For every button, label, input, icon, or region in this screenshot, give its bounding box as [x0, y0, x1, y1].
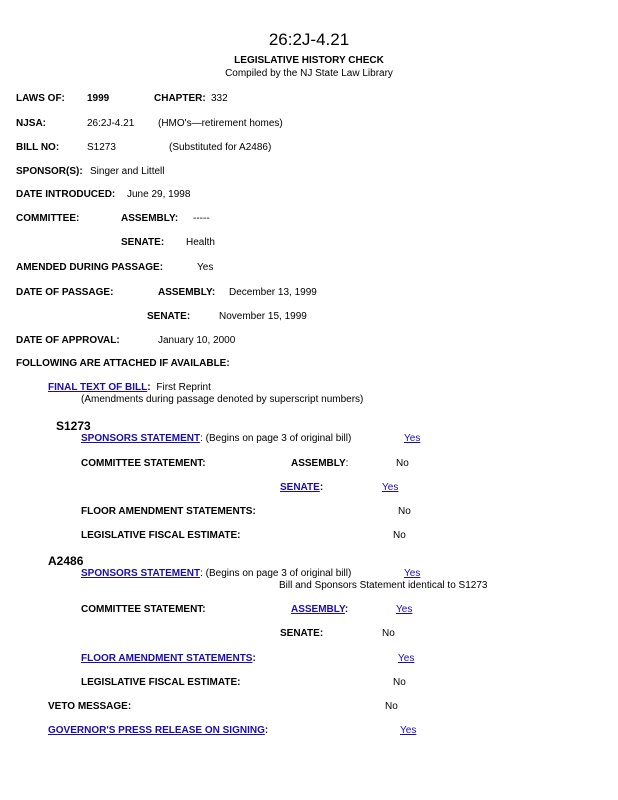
governor-press-release-link[interactable]: GOVERNOR'S PRESS RELEASE ON SIGNING	[48, 725, 265, 736]
chapter-value: 332	[211, 93, 228, 104]
a2486-sponsors-row	[81, 568, 351, 580]
s1273-sponsors-statement-link[interactable]: SPONSORS STATEMENT	[81, 433, 201, 444]
bill-no-label: BILL NO:	[16, 142, 60, 153]
committee-senate-label: SENATE:	[121, 237, 165, 248]
committee-assembly-value: -----	[193, 213, 210, 224]
a2486-assembly-link[interactable]: ASSEMBLY	[291, 604, 345, 615]
governor-row	[48, 725, 268, 737]
s1273-senate-row	[280, 482, 323, 494]
s1273-sponsors-yes-link[interactable]: Yes	[404, 433, 421, 444]
a2486-assembly-row	[291, 604, 348, 616]
s1273-assembly-label: ASSEMBLY	[291, 458, 346, 469]
following-heading: FOLLOWING ARE ATTACHED IF AVAILABLE:	[16, 358, 230, 369]
a2486-floor-amendment-link[interactable]: FLOOR AMENDMENT STATEMENTS	[81, 653, 253, 664]
date-introduced-value: June 29, 1998	[127, 189, 191, 200]
page-title: 26:2J-4.21	[268, 30, 350, 49]
sponsors-label: SPONSOR(S):	[16, 166, 83, 177]
final-text-row	[48, 382, 211, 394]
chapter-label: CHAPTER:	[154, 93, 206, 104]
bill-no-note: (Substituted for A2486)	[169, 142, 272, 153]
laws-of-label: LAWS OF:	[16, 93, 65, 104]
s1273-assembly-row	[291, 458, 348, 470]
final-text-link[interactable]: FINAL TEXT OF BILL	[48, 382, 148, 393]
final-text-value: First Reprint	[156, 382, 211, 393]
s1273-senate-link[interactable]: SENATE	[280, 482, 320, 493]
s1273-fiscal-label: LEGISLATIVE FISCAL ESTIMATE:	[81, 530, 241, 541]
a2486-floor-yes-link[interactable]: Yes	[398, 653, 415, 664]
date-of-approval-label: DATE OF APPROVAL:	[16, 335, 120, 346]
governor-yes-link[interactable]: Yes	[400, 725, 417, 736]
veto-label: VETO MESSAGE:	[48, 701, 132, 712]
page-subtitle: LEGISLATIVE HISTORY CHECK	[234, 55, 384, 66]
a2486-sponsors-yes-link[interactable]: Yes	[404, 568, 421, 579]
a2486-assembly-colon: :	[344, 604, 349, 615]
a2486-committee-label: COMMITTEE STATEMENT:	[81, 604, 206, 615]
a2486-assembly-yes-link[interactable]: Yes	[396, 604, 413, 615]
a2486-fiscal-label: LEGISLATIVE FISCAL ESTIMATE:	[81, 677, 241, 688]
passage-senate-label: SENATE:	[147, 311, 191, 322]
veto-value: No	[385, 701, 398, 712]
amended-value: Yes	[197, 262, 214, 273]
final-text-note: (Amendments during passage denoted by superscript numbers)	[81, 394, 364, 405]
date-of-approval-value: January 10, 2000	[158, 335, 236, 346]
s1273-senate-yes-link[interactable]: Yes	[382, 482, 399, 493]
date-introduced-label: DATE INTRODUCED:	[16, 189, 116, 200]
committee-label: COMMITTEE:	[16, 213, 80, 224]
a2486-senate-value: No	[382, 628, 395, 639]
s1273-fiscal-value: No	[393, 530, 406, 541]
final-text-colon: :	[147, 382, 151, 393]
a2486-identical-note: Bill and Sponsors Statement identical to S1273	[279, 580, 488, 591]
compiled-by: Compiled by the NJ State Law Library	[225, 68, 393, 79]
a2486-fiscal-value: No	[393, 677, 406, 688]
passage-senate-value: November 15, 1999	[219, 311, 307, 322]
s1273-committee-label: COMMITTEE STATEMENT:	[81, 458, 206, 469]
date-of-passage-label: DATE OF PASSAGE:	[16, 287, 114, 298]
bill-no-value: S1273	[87, 142, 116, 153]
a2486-floor-colon: :	[252, 653, 256, 664]
amended-label: AMENDED DURING PASSAGE:	[16, 262, 164, 273]
njsa-note: (HMO's—retirement homes)	[158, 118, 283, 129]
s1273-sponsors-row	[81, 433, 351, 445]
s1273-heading: S1273	[56, 419, 91, 433]
a2486-senate-label: SENATE:	[280, 628, 324, 639]
committee-senate-value: Health	[186, 237, 215, 248]
s1273-assembly-value: No	[396, 458, 409, 469]
s1273-senate-colon: :	[319, 482, 324, 493]
governor-colon: :	[264, 725, 269, 736]
s1273-floor-label: FLOOR AMENDMENT STATEMENTS:	[81, 506, 256, 517]
a2486-heading: A2486	[48, 554, 84, 568]
passage-assembly-label: ASSEMBLY:	[158, 287, 216, 298]
njsa-label: NJSA:	[16, 118, 47, 129]
committee-assembly-label: ASSEMBLY:	[121, 213, 179, 224]
s1273-assembly-colon: :	[345, 458, 349, 469]
laws-of-value: 1999	[87, 93, 110, 104]
a2486-sponsors-note: : (Begins on page 3 of original bill)	[200, 568, 352, 579]
sponsors-value: Singer and Littell	[90, 166, 165, 177]
njsa-value: 26:2J-4.21	[87, 118, 135, 129]
s1273-sponsors-note: : (Begins on page 3 of original bill)	[200, 433, 352, 444]
a2486-floor-row	[81, 653, 256, 665]
passage-assembly-value: December 13, 1999	[229, 287, 317, 298]
a2486-sponsors-statement-link[interactable]: SPONSORS STATEMENT	[81, 568, 201, 579]
s1273-floor-value: No	[398, 506, 411, 517]
